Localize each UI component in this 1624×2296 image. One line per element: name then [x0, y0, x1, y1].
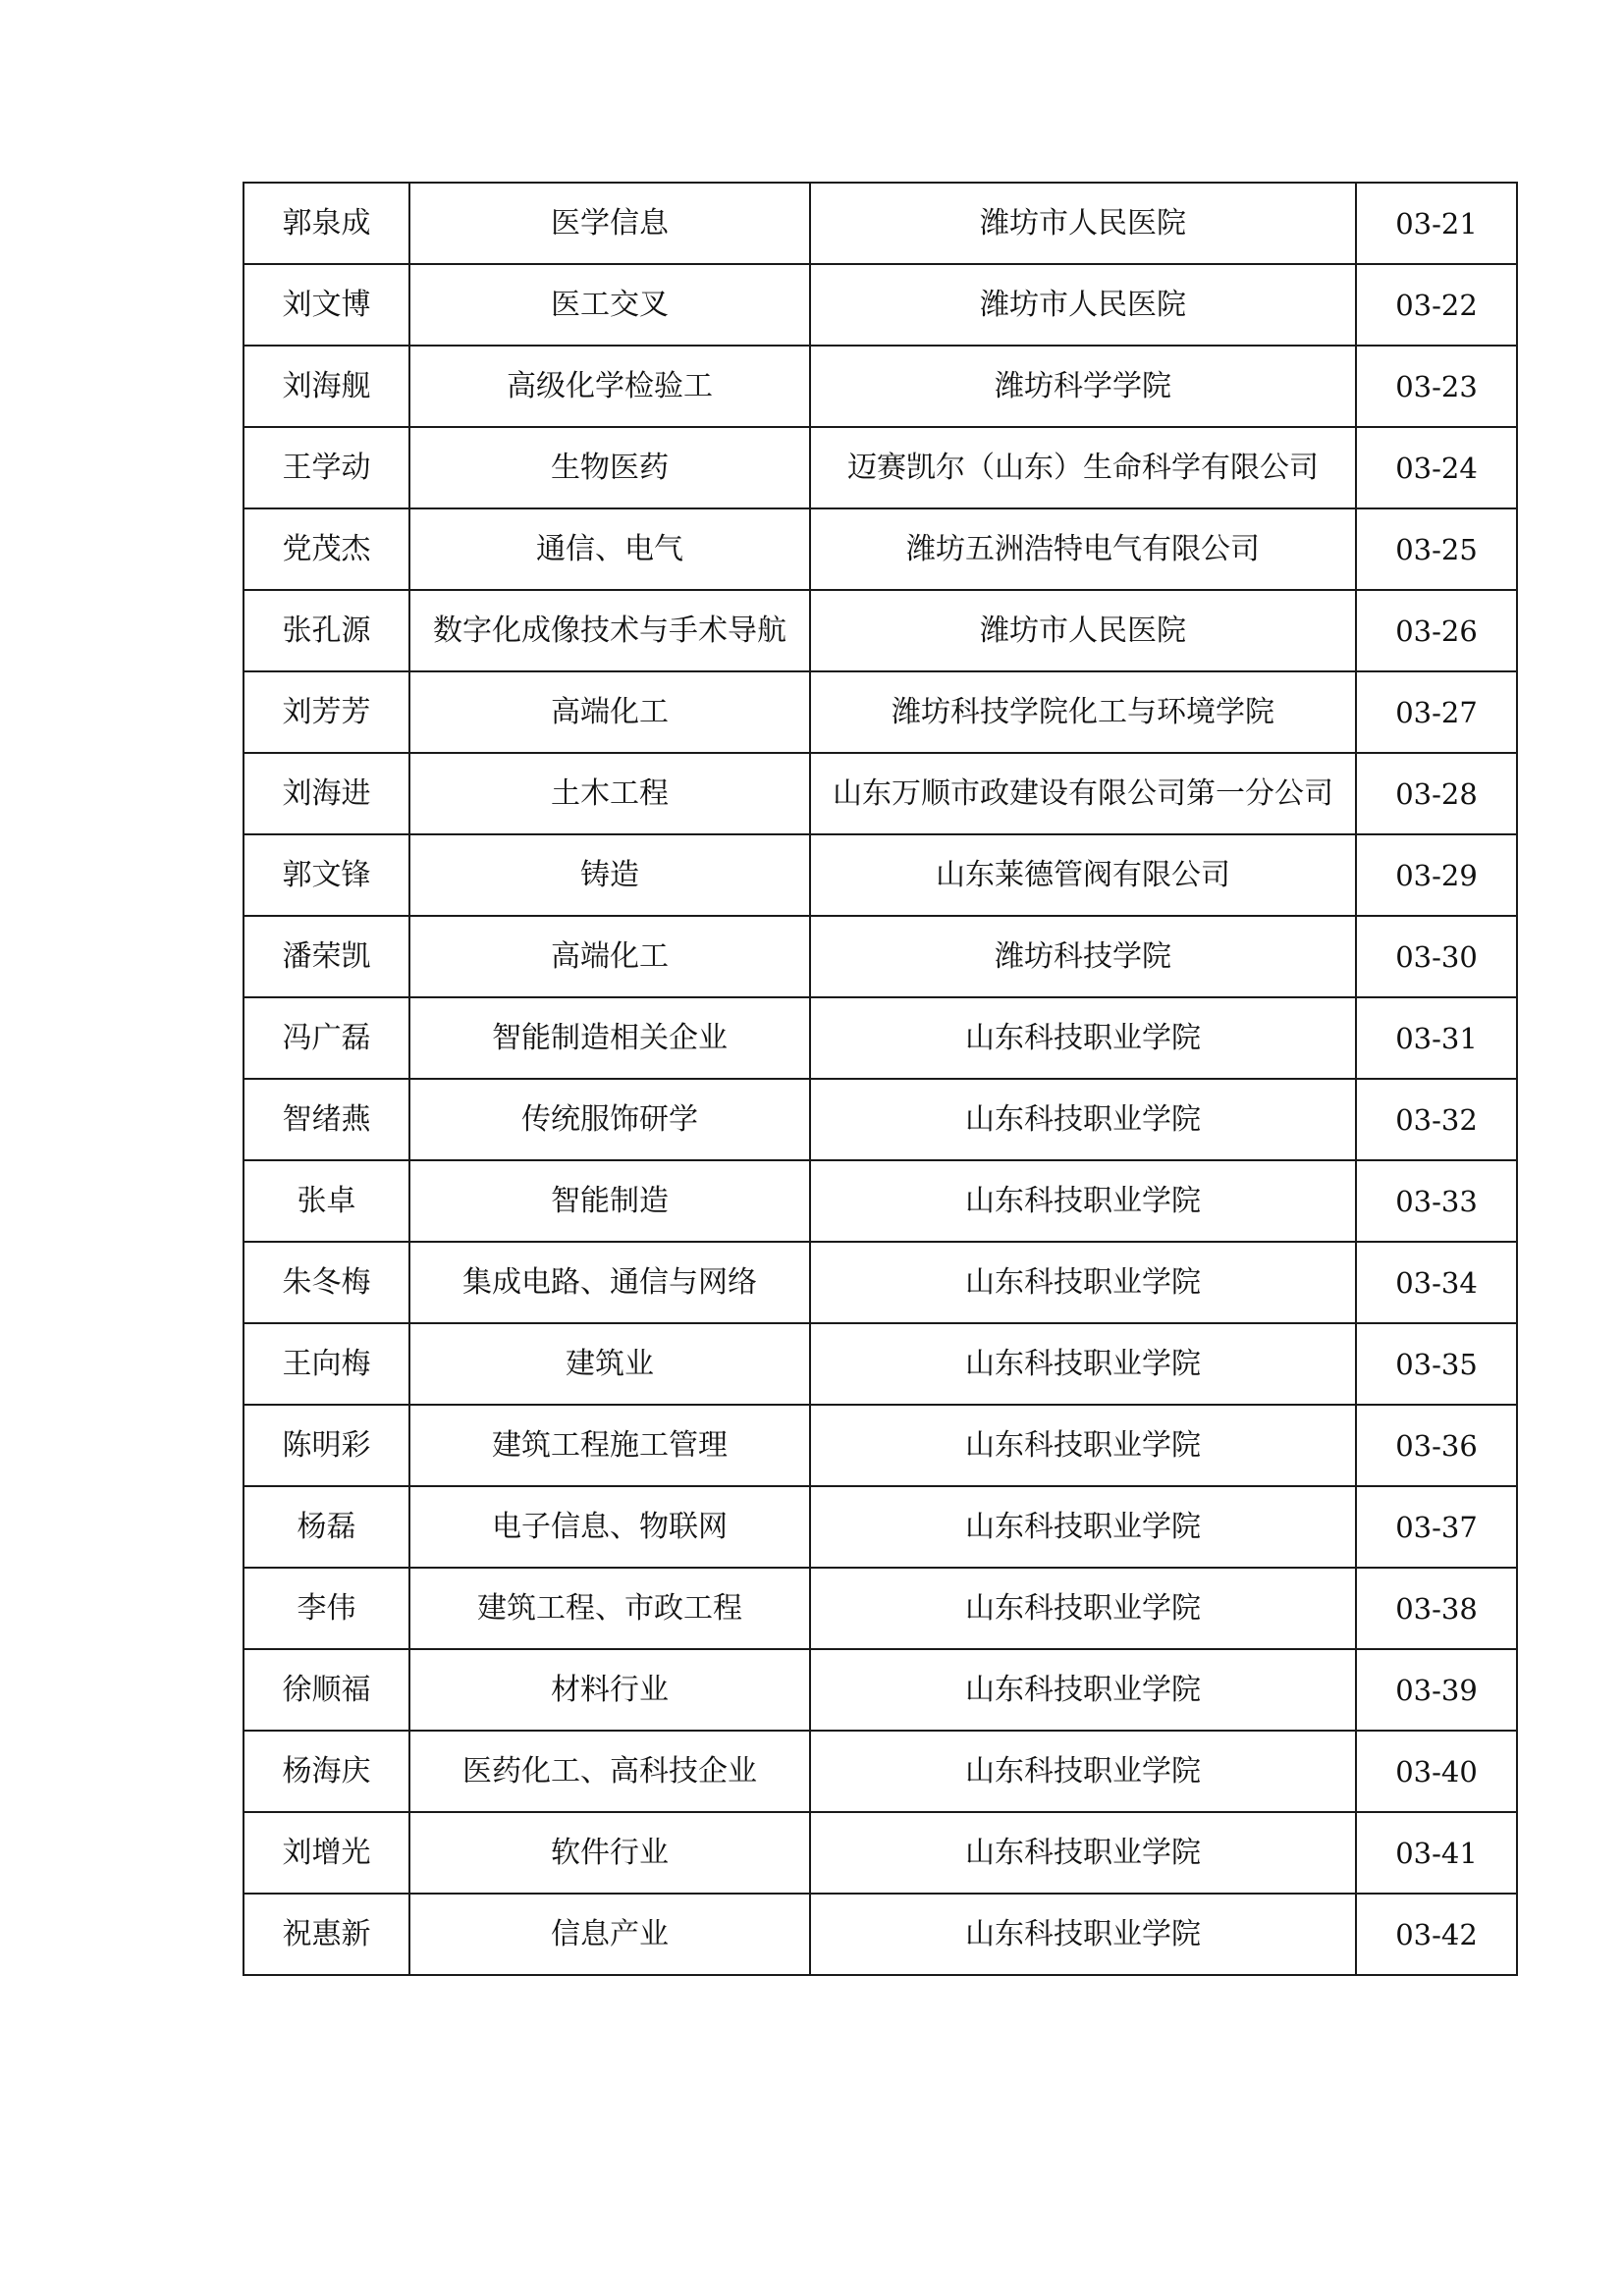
expert-field-cell: 高端化工 [409, 916, 810, 997]
expert-field-cell: 软件行业 [409, 1812, 810, 1894]
expert-field-cell: 土木工程 [409, 753, 810, 834]
expert-organization-cell: 潍坊科学学院 [810, 346, 1356, 427]
expert-field-cell: 铸造 [409, 834, 810, 916]
expert-field-cell: 传统服饰研学 [409, 1079, 810, 1160]
expert-name-cell: 刘芳芳 [244, 671, 409, 753]
expert-organization-cell: 山东万顺市政建设有限公司第一分公司 [810, 753, 1356, 834]
table-row [244, 1405, 1517, 1486]
expert-name-cell: 郭文锋 [244, 834, 409, 916]
expert-field-cell: 信息产业 [409, 1894, 810, 1975]
expert-code-cell: 03-37 [1356, 1486, 1517, 1568]
table-row [244, 916, 1517, 997]
expert-name-cell: 冯广磊 [244, 997, 409, 1079]
table-row [244, 590, 1517, 671]
expert-field-cell: 医工交叉 [409, 264, 810, 346]
expert-field-cell: 智能制造相关企业 [409, 997, 810, 1079]
table-row [244, 997, 1517, 1079]
table-row [244, 1894, 1517, 1975]
table-row [244, 1079, 1517, 1160]
expert-code-cell: 03-40 [1356, 1731, 1517, 1812]
expert-name-cell: 刘海进 [244, 753, 409, 834]
expert-code-cell: 03-30 [1356, 916, 1517, 997]
table-row [244, 1731, 1517, 1812]
expert-code-cell: 03-32 [1356, 1079, 1517, 1160]
table-row [244, 264, 1517, 346]
table-row [244, 1160, 1517, 1242]
expert-name-cell: 杨磊 [244, 1486, 409, 1568]
expert-organization-cell: 山东科技职业学院 [810, 1160, 1356, 1242]
expert-organization-cell: 山东莱德管阀有限公司 [810, 834, 1356, 916]
table-row [244, 1486, 1517, 1568]
expert-name-cell: 刘文博 [244, 264, 409, 346]
table-row [244, 183, 1517, 264]
expert-field-cell: 建筑工程、市政工程 [409, 1568, 810, 1649]
expert-name-cell: 刘海舰 [244, 346, 409, 427]
expert-name-cell: 刘增光 [244, 1812, 409, 1894]
expert-name-cell: 张卓 [244, 1160, 409, 1242]
expert-name-cell: 王学动 [244, 427, 409, 508]
expert-organization-cell: 山东科技职业学院 [810, 1731, 1356, 1812]
expert-organization-cell: 迈赛凯尔（山东）生命科学有限公司 [810, 427, 1356, 508]
expert-code-cell: 03-38 [1356, 1568, 1517, 1649]
table-row [244, 1242, 1517, 1323]
expert-field-cell: 智能制造 [409, 1160, 810, 1242]
expert-field-cell: 建筑工程施工管理 [409, 1405, 810, 1486]
expert-organization-cell: 潍坊市人民医院 [810, 183, 1356, 264]
expert-field-cell: 高端化工 [409, 671, 810, 753]
expert-organization-cell: 潍坊市人民医院 [810, 264, 1356, 346]
expert-field-cell: 建筑业 [409, 1323, 810, 1405]
expert-field-cell: 通信、电气 [409, 508, 810, 590]
expert-name-cell: 党茂杰 [244, 508, 409, 590]
expert-name-cell: 智绪燕 [244, 1079, 409, 1160]
expert-organization-cell: 山东科技职业学院 [810, 1405, 1356, 1486]
table-row [244, 427, 1517, 508]
expert-field-cell: 高级化学检验工 [409, 346, 810, 427]
table-row [244, 1323, 1517, 1405]
roster-body [244, 183, 1517, 1975]
expert-code-cell: 03-22 [1356, 264, 1517, 346]
expert-code-cell: 03-28 [1356, 753, 1517, 834]
expert-name-cell: 李伟 [244, 1568, 409, 1649]
expert-code-cell: 03-33 [1356, 1160, 1517, 1242]
expert-code-cell: 03-25 [1356, 508, 1517, 590]
expert-organization-cell: 山东科技职业学院 [810, 1486, 1356, 1568]
expert-name-cell: 祝惠新 [244, 1894, 409, 1975]
expert-name-cell: 张孔源 [244, 590, 409, 671]
expert-organization-cell: 山东科技职业学院 [810, 997, 1356, 1079]
expert-name-cell: 杨海庆 [244, 1731, 409, 1812]
expert-code-cell: 03-29 [1356, 834, 1517, 916]
expert-code-cell: 03-21 [1356, 183, 1517, 264]
expert-field-cell: 集成电路、通信与网络 [409, 1242, 810, 1323]
expert-field-cell: 材料行业 [409, 1649, 810, 1731]
table-row [244, 1568, 1517, 1649]
table-row [244, 753, 1517, 834]
expert-organization-cell: 山东科技职业学院 [810, 1894, 1356, 1975]
expert-organization-cell: 山东科技职业学院 [810, 1812, 1356, 1894]
expert-organization-cell: 山东科技职业学院 [810, 1079, 1356, 1160]
expert-code-cell: 03-31 [1356, 997, 1517, 1079]
expert-code-cell: 03-27 [1356, 671, 1517, 753]
expert-organization-cell: 潍坊五洲浩特电气有限公司 [810, 508, 1356, 590]
expert-name-cell: 郭泉成 [244, 183, 409, 264]
expert-organization-cell: 山东科技职业学院 [810, 1242, 1356, 1323]
expert-field-cell: 生物医药 [409, 427, 810, 508]
expert-name-cell: 陈明彩 [244, 1405, 409, 1486]
expert-code-cell: 03-26 [1356, 590, 1517, 671]
expert-name-cell: 朱冬梅 [244, 1242, 409, 1323]
expert-field-cell: 电子信息、物联网 [409, 1486, 810, 1568]
expert-name-cell: 王向梅 [244, 1323, 409, 1405]
expert-field-cell: 医学信息 [409, 183, 810, 264]
expert-code-cell: 03-36 [1356, 1405, 1517, 1486]
expert-code-cell: 03-35 [1356, 1323, 1517, 1405]
expert-code-cell: 03-42 [1356, 1894, 1517, 1975]
table-row [244, 1649, 1517, 1731]
expert-code-cell: 03-23 [1356, 346, 1517, 427]
table-row [244, 508, 1517, 590]
expert-organization-cell: 潍坊科技学院 [810, 916, 1356, 997]
table-row [244, 1812, 1517, 1894]
table-row [244, 671, 1517, 753]
expert-code-cell: 03-41 [1356, 1812, 1517, 1894]
table-row [244, 346, 1517, 427]
expert-organization-cell: 潍坊市人民医院 [810, 590, 1356, 671]
table-row [244, 834, 1517, 916]
expert-organization-cell: 潍坊科技学院化工与环境学院 [810, 671, 1356, 753]
expert-name-cell: 潘荣凯 [244, 916, 409, 997]
expert-code-cell: 03-39 [1356, 1649, 1517, 1731]
expert-field-cell: 医药化工、高科技企业 [409, 1731, 810, 1812]
expert-code-cell: 03-24 [1356, 427, 1517, 508]
expert-roster-table [243, 182, 1518, 1976]
expert-name-cell: 徐顺福 [244, 1649, 409, 1731]
expert-organization-cell: 山东科技职业学院 [810, 1323, 1356, 1405]
expert-code-cell: 03-34 [1356, 1242, 1517, 1323]
expert-field-cell: 数字化成像技术与手术导航 [409, 590, 810, 671]
expert-organization-cell: 山东科技职业学院 [810, 1649, 1356, 1731]
expert-organization-cell: 山东科技职业学院 [810, 1568, 1356, 1649]
